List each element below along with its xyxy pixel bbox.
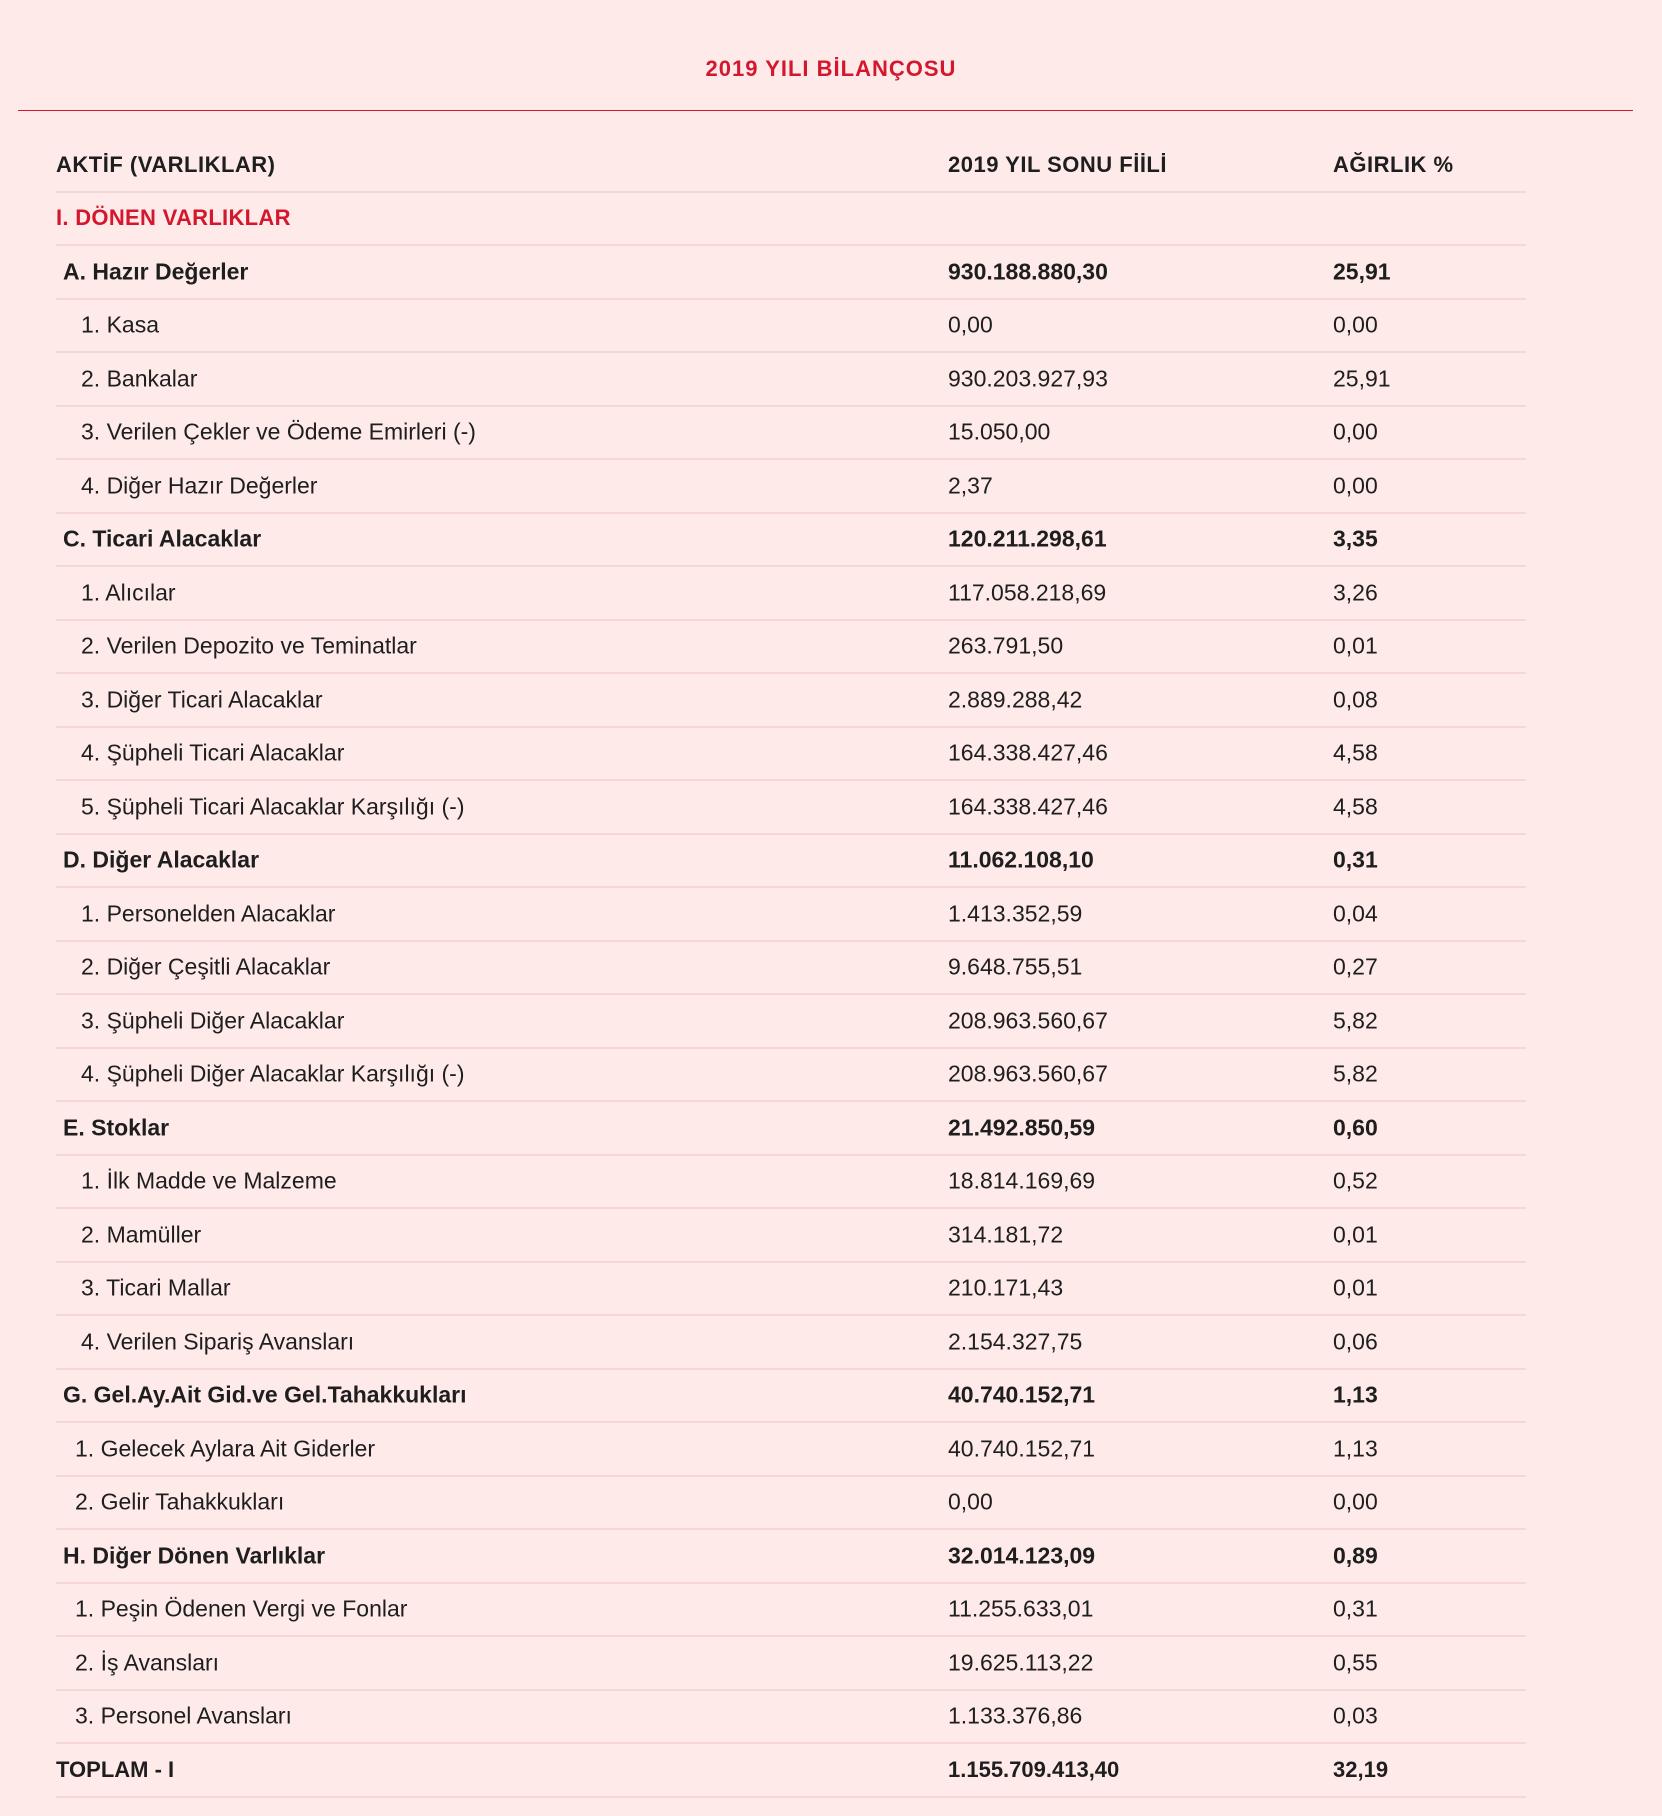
row-value: 18.814.169,69 xyxy=(948,1167,1096,1194)
group-row xyxy=(56,1530,1526,1584)
total-label: TOPLAM - I xyxy=(56,1756,175,1782)
row-pct: 5,82 xyxy=(1333,1007,1378,1034)
item-row xyxy=(56,1423,1526,1477)
row-pct: 0,27 xyxy=(1333,953,1378,980)
item-row xyxy=(56,728,1526,782)
row-label: 2. Bankalar xyxy=(81,365,198,392)
row-label: 2. Verilen Depozito ve Teminatlar xyxy=(81,632,417,659)
item-row xyxy=(56,1584,1526,1638)
row-label: 4. Diğer Hazır Değerler xyxy=(81,472,318,499)
row-value: 15.050,00 xyxy=(948,418,1051,445)
row-label: H. Diğer Dönen Varlıklar xyxy=(63,1542,326,1569)
row-label: G. Gel.Ay.Ait Gid.ve Gel.Tahakkukları xyxy=(63,1381,467,1408)
table-header-row xyxy=(56,139,1526,193)
item-row xyxy=(56,674,1526,728)
row-label: 1. Personelden Alacaklar xyxy=(81,900,336,927)
row-value: 11.255.633,01 xyxy=(948,1595,1094,1622)
header-pct: AĞIRLIK % xyxy=(1333,151,1454,177)
section-label: I. DÖNEN VARLIKLAR xyxy=(56,205,291,231)
row-value: 208.963.560,67 xyxy=(948,1060,1108,1087)
total-value: 1.155.709.413,40 xyxy=(948,1756,1120,1782)
row-value: 2,37 xyxy=(948,472,993,499)
row-pct: 0,60 xyxy=(1333,1114,1378,1141)
item-row xyxy=(56,407,1526,461)
row-pct: 0,31 xyxy=(1333,846,1378,873)
row-value: 1.413.352,59 xyxy=(948,900,1083,927)
page-title: 2019 YILI BİLANÇOSU xyxy=(705,56,957,81)
row-value: 0,00 xyxy=(948,1488,993,1515)
row-pct: 0,01 xyxy=(1333,632,1378,659)
item-row xyxy=(56,1049,1526,1103)
item-row xyxy=(56,1209,1526,1263)
row-pct: 4,58 xyxy=(1333,793,1378,820)
row-value: 263.791,50 xyxy=(948,632,1064,659)
row-pct: 0,00 xyxy=(1333,311,1378,338)
row-pct: 0,89 xyxy=(1333,1542,1378,1569)
item-row xyxy=(56,995,1526,1049)
row-pct: 0,52 xyxy=(1333,1167,1378,1194)
row-value: 11.062.108,10 xyxy=(948,846,1094,873)
item-row xyxy=(56,567,1526,621)
row-label: 1. Alıcılar xyxy=(81,579,176,606)
row-value: 19.625.113,22 xyxy=(948,1649,1094,1676)
row-label: 2. Mamüller xyxy=(81,1221,202,1248)
row-label: 4. Şüpheli Ticari Alacaklar xyxy=(81,739,345,766)
row-label: 1. Gelecek Aylara Ait Giderler xyxy=(75,1435,375,1462)
row-pct: 0,00 xyxy=(1333,472,1378,499)
row-pct: 0,08 xyxy=(1333,686,1378,713)
title-divider xyxy=(18,110,1633,111)
row-label: 1. Peşin Ödenen Vergi ve Fonlar xyxy=(75,1595,408,1622)
row-pct: 3,26 xyxy=(1333,579,1378,606)
group-row xyxy=(56,246,1526,300)
row-label: 5. Şüpheli Ticari Alacaklar Karşılığı (-) xyxy=(81,793,465,820)
row-value: 930.203.927,93 xyxy=(948,365,1108,392)
row-value: 2.889.288,42 xyxy=(948,686,1083,713)
row-pct: 25,91 xyxy=(1333,365,1391,392)
row-pct: 3,35 xyxy=(1333,525,1378,552)
row-value: 1.133.376,86 xyxy=(948,1702,1083,1729)
row-value: 40.740.152,71 xyxy=(948,1381,1096,1408)
row-value: 930.188.880,30 xyxy=(948,258,1108,285)
item-row xyxy=(56,1637,1526,1691)
row-pct: 5,82 xyxy=(1333,1060,1378,1087)
total-pct: 32,19 xyxy=(1333,1756,1389,1782)
row-value: 314.181,72 xyxy=(948,1221,1064,1248)
row-label: C. Ticari Alacaklar xyxy=(63,525,262,552)
row-pct: 0,55 xyxy=(1333,1649,1378,1676)
group-row xyxy=(56,1370,1526,1424)
group-row xyxy=(56,1102,1526,1156)
group-row xyxy=(56,514,1526,568)
item-row xyxy=(56,353,1526,407)
header-value: 2019 YIL SONU FİİLİ xyxy=(948,151,1167,177)
group-row xyxy=(56,835,1526,889)
row-pct: 25,91 xyxy=(1333,258,1391,285)
row-value: 208.963.560,67 xyxy=(948,1007,1108,1034)
row-pct: 1,13 xyxy=(1333,1435,1378,1462)
row-label: 1. İlk Madde ve Malzeme xyxy=(81,1167,337,1194)
row-pct: 0,00 xyxy=(1333,418,1378,445)
header-label: AKTİF (VARLIKLAR) xyxy=(56,151,276,177)
row-label: 3. Diğer Ticari Alacaklar xyxy=(81,686,323,713)
item-row xyxy=(56,460,1526,514)
balance-sheet-table xyxy=(56,139,1526,1798)
row-label: E. Stoklar xyxy=(63,1114,170,1141)
item-row xyxy=(56,621,1526,675)
item-row xyxy=(56,1477,1526,1531)
row-pct: 0,04 xyxy=(1333,900,1378,927)
row-value: 164.338.427,46 xyxy=(948,739,1108,766)
row-label: D. Diğer Alacaklar xyxy=(63,846,260,873)
item-row xyxy=(56,1316,1526,1370)
row-pct: 0,00 xyxy=(1333,1488,1378,1515)
row-pct: 1,13 xyxy=(1333,1381,1378,1408)
row-label: 1. Kasa xyxy=(81,311,159,338)
row-pct: 0,06 xyxy=(1333,1328,1378,1355)
row-value: 40.740.152,71 xyxy=(948,1435,1096,1462)
row-value: 210.171,43 xyxy=(948,1274,1064,1301)
item-row xyxy=(56,1691,1526,1745)
row-label: 2. Gelir Tahakkukları xyxy=(75,1488,285,1515)
row-value: 164.338.427,46 xyxy=(948,793,1108,820)
total-row xyxy=(56,1744,1526,1798)
row-pct: 0,31 xyxy=(1333,1595,1378,1622)
row-value: 120.211.298,61 xyxy=(948,525,1107,552)
row-value: 9.648.755,51 xyxy=(948,953,1083,980)
row-label: 3. Ticari Mallar xyxy=(81,1274,231,1301)
row-label: 2. İş Avansları xyxy=(75,1649,220,1676)
row-value: 117.058.218,69 xyxy=(948,579,1107,606)
item-row xyxy=(56,1156,1526,1210)
item-row xyxy=(56,1263,1526,1317)
row-value: 32.014.123,09 xyxy=(948,1542,1096,1569)
row-label: 3. Personel Avansları xyxy=(75,1702,292,1729)
row-label: 4. Şüpheli Diğer Alacaklar Karşılığı (-) xyxy=(81,1060,465,1087)
item-row xyxy=(56,888,1526,942)
row-pct: 4,58 xyxy=(1333,739,1378,766)
row-value: 21.492.850,59 xyxy=(948,1114,1096,1141)
row-label: 3. Şüpheli Diğer Alacaklar xyxy=(81,1007,345,1034)
row-label: 3. Verilen Çekler ve Ödeme Emirleri (-) xyxy=(81,418,476,445)
row-value: 2.154.327,75 xyxy=(948,1328,1083,1355)
row-pct: 0,03 xyxy=(1333,1702,1378,1729)
item-row xyxy=(56,300,1526,354)
section-row xyxy=(56,193,1526,247)
row-value: 0,00 xyxy=(948,311,993,338)
row-pct: 0,01 xyxy=(1333,1274,1378,1301)
item-row xyxy=(56,781,1526,835)
row-label: 4. Verilen Sipariş Avansları xyxy=(81,1328,355,1355)
row-label: A. Hazır Değerler xyxy=(63,258,249,285)
row-label: 2. Diğer Çeşitli Alacaklar xyxy=(81,953,331,980)
row-pct: 0,01 xyxy=(1333,1221,1378,1248)
item-row xyxy=(56,942,1526,996)
